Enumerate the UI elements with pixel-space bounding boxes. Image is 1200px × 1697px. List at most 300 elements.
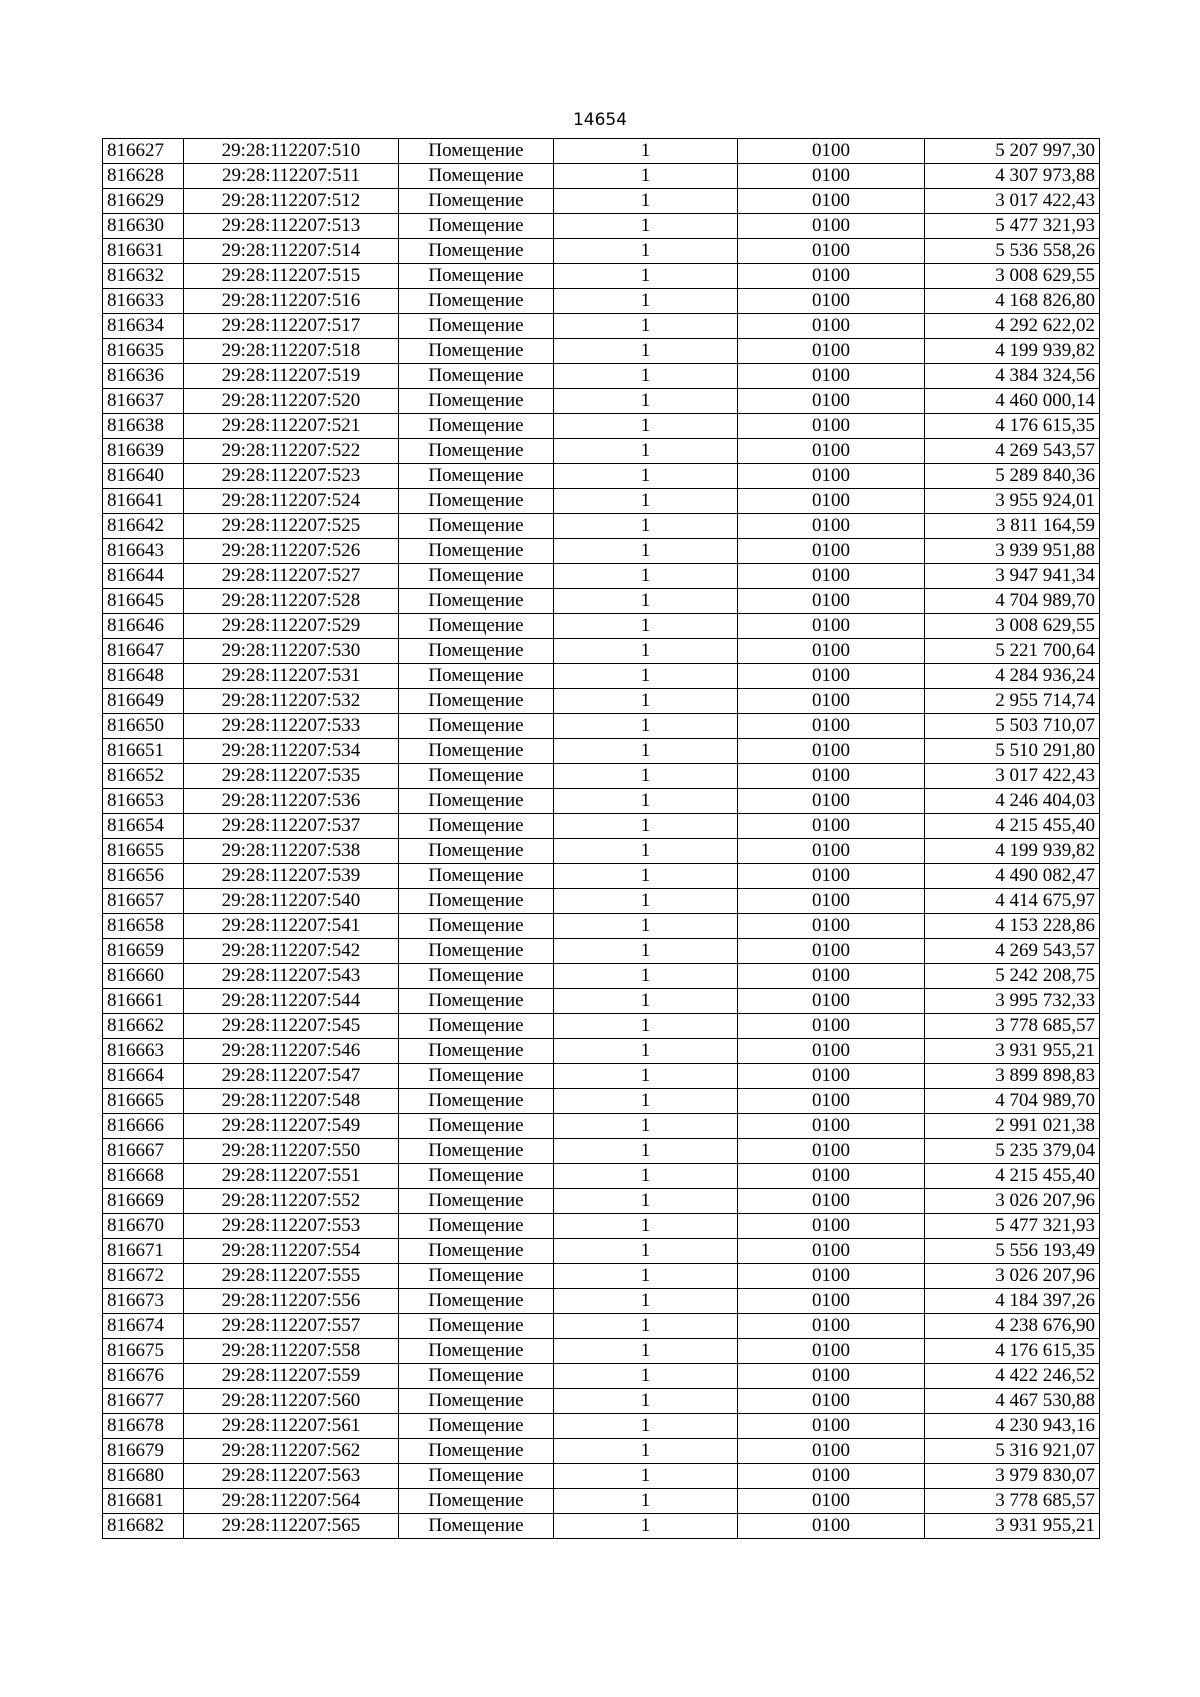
row-id-cell: 816662 <box>103 1014 184 1039</box>
object-type-cell: Помещение <box>399 639 554 664</box>
table-row <box>103 514 1100 539</box>
code-cell: 0100 <box>738 1439 925 1464</box>
object-type-cell: Помещение <box>399 164 554 189</box>
cadastral-number-cell: 29:28:112207:542 <box>184 939 399 964</box>
row-id-cell: 816629 <box>103 189 184 214</box>
row-id-cell: 816655 <box>103 839 184 864</box>
quantity-cell: 1 <box>554 739 738 764</box>
object-type-cell: Помещение <box>399 1014 554 1039</box>
object-type-cell: Помещение <box>399 264 554 289</box>
quantity-cell: 1 <box>554 1214 738 1239</box>
quantity-cell: 1 <box>554 1289 738 1314</box>
table-row <box>103 1264 1100 1289</box>
value-cell: 5 242 208,75 <box>925 964 1100 989</box>
code-cell: 0100 <box>738 164 925 189</box>
value-cell: 4 153 228,86 <box>925 914 1100 939</box>
row-id-cell: 816631 <box>103 239 184 264</box>
value-cell: 3 931 955,21 <box>925 1514 1100 1539</box>
quantity-cell: 1 <box>554 1139 738 1164</box>
object-type-cell: Помещение <box>399 1064 554 1089</box>
object-type-cell: Помещение <box>399 689 554 714</box>
table-row <box>103 414 1100 439</box>
value-cell: 4 176 615,35 <box>925 1339 1100 1364</box>
cadastral-number-cell: 29:28:112207:564 <box>184 1489 399 1514</box>
code-cell: 0100 <box>738 214 925 239</box>
table-row <box>103 564 1100 589</box>
value-cell: 3 947 941,34 <box>925 564 1100 589</box>
object-type-cell: Помещение <box>399 964 554 989</box>
object-type-cell: Помещение <box>399 1239 554 1264</box>
quantity-cell: 1 <box>554 339 738 364</box>
quantity-cell: 1 <box>554 1014 738 1039</box>
cadastral-number-cell: 29:28:112207:555 <box>184 1264 399 1289</box>
object-type-cell: Помещение <box>399 1439 554 1464</box>
code-cell: 0100 <box>738 1464 925 1489</box>
table-row <box>103 814 1100 839</box>
table-row <box>103 1439 1100 1464</box>
object-type-cell: Помещение <box>399 1314 554 1339</box>
table-row <box>103 139 1100 164</box>
cadastral-number-cell: 29:28:112207:515 <box>184 264 399 289</box>
value-cell: 3 017 422,43 <box>925 189 1100 214</box>
table-row <box>103 314 1100 339</box>
value-cell: 3 811 164,59 <box>925 514 1100 539</box>
table-row <box>103 914 1100 939</box>
table-row <box>103 1089 1100 1114</box>
code-cell: 0100 <box>738 1214 925 1239</box>
quantity-cell: 1 <box>554 1389 738 1414</box>
code-cell: 0100 <box>738 439 925 464</box>
row-id-cell: 816636 <box>103 364 184 389</box>
row-id-cell: 816680 <box>103 1464 184 1489</box>
table-row <box>103 439 1100 464</box>
quantity-cell: 1 <box>554 464 738 489</box>
quantity-cell: 1 <box>554 1114 738 1139</box>
quantity-cell: 1 <box>554 964 738 989</box>
code-cell: 0100 <box>738 714 925 739</box>
object-type-cell: Помещение <box>399 1414 554 1439</box>
value-cell: 4 704 989,70 <box>925 1089 1100 1114</box>
table-row <box>103 964 1100 989</box>
code-cell: 0100 <box>738 514 925 539</box>
cadastral-number-cell: 29:28:112207:558 <box>184 1339 399 1364</box>
code-cell: 0100 <box>738 389 925 414</box>
row-id-cell: 816650 <box>103 714 184 739</box>
object-type-cell: Помещение <box>399 1364 554 1389</box>
cadastral-number-cell: 29:28:112207:547 <box>184 1064 399 1089</box>
value-cell: 4 215 455,40 <box>925 814 1100 839</box>
table-row <box>103 1014 1100 1039</box>
row-id-cell: 816644 <box>103 564 184 589</box>
row-id-cell: 816648 <box>103 664 184 689</box>
row-id-cell: 816643 <box>103 539 184 564</box>
code-cell: 0100 <box>738 764 925 789</box>
value-cell: 4 384 324,56 <box>925 364 1100 389</box>
quantity-cell: 1 <box>554 764 738 789</box>
cadastral-number-cell: 29:28:112207:534 <box>184 739 399 764</box>
code-cell: 0100 <box>738 1089 925 1114</box>
object-type-cell: Помещение <box>399 989 554 1014</box>
code-cell: 0100 <box>738 814 925 839</box>
row-id-cell: 816663 <box>103 1039 184 1064</box>
object-type-cell: Помещение <box>399 414 554 439</box>
table-row <box>103 189 1100 214</box>
quantity-cell: 1 <box>554 1364 738 1389</box>
table-row <box>103 1339 1100 1364</box>
row-id-cell: 816641 <box>103 489 184 514</box>
object-type-cell: Помещение <box>399 764 554 789</box>
quantity-cell: 1 <box>554 289 738 314</box>
row-id-cell: 816665 <box>103 1089 184 1114</box>
value-cell: 4 176 615,35 <box>925 414 1100 439</box>
code-cell: 0100 <box>738 914 925 939</box>
cadastral-number-cell: 29:28:112207:520 <box>184 389 399 414</box>
quantity-cell: 1 <box>554 314 738 339</box>
cadastral-number-cell: 29:28:112207:541 <box>184 914 399 939</box>
cadastral-number-cell: 29:28:112207:523 <box>184 464 399 489</box>
table-row <box>103 764 1100 789</box>
quantity-cell: 1 <box>554 1264 738 1289</box>
row-id-cell: 816667 <box>103 1139 184 1164</box>
quantity-cell: 1 <box>554 1314 738 1339</box>
table-row <box>103 714 1100 739</box>
quantity-cell: 1 <box>554 139 738 164</box>
value-cell: 5 235 379,04 <box>925 1139 1100 1164</box>
quantity-cell: 1 <box>554 264 738 289</box>
cadastral-number-cell: 29:28:112207:522 <box>184 439 399 464</box>
table-row <box>103 1064 1100 1089</box>
table-row <box>103 689 1100 714</box>
object-type-cell: Помещение <box>399 614 554 639</box>
code-cell: 0100 <box>738 314 925 339</box>
quantity-cell: 1 <box>554 1239 738 1264</box>
cadastral-number-cell: 29:28:112207:560 <box>184 1389 399 1414</box>
value-cell: 4 184 397,26 <box>925 1289 1100 1314</box>
code-cell: 0100 <box>738 664 925 689</box>
value-cell: 4 414 675,97 <box>925 889 1100 914</box>
value-cell: 4 199 939,82 <box>925 339 1100 364</box>
cadastral-number-cell: 29:28:112207:518 <box>184 339 399 364</box>
quantity-cell: 1 <box>554 539 738 564</box>
code-cell: 0100 <box>738 964 925 989</box>
code-cell: 0100 <box>738 1339 925 1364</box>
cadastral-number-cell: 29:28:112207:513 <box>184 214 399 239</box>
row-id-cell: 816658 <box>103 914 184 939</box>
code-cell: 0100 <box>738 1239 925 1264</box>
row-id-cell: 816676 <box>103 1364 184 1389</box>
quantity-cell: 1 <box>554 939 738 964</box>
cadastral-number-cell: 29:28:112207:521 <box>184 414 399 439</box>
object-type-cell: Помещение <box>399 189 554 214</box>
table-row <box>103 489 1100 514</box>
code-cell: 0100 <box>738 989 925 1014</box>
cadastral-number-cell: 29:28:112207:525 <box>184 514 399 539</box>
quantity-cell: 1 <box>554 239 738 264</box>
row-id-cell: 816633 <box>103 289 184 314</box>
table-row <box>103 589 1100 614</box>
table-row <box>103 1364 1100 1389</box>
value-cell: 3 008 629,55 <box>925 264 1100 289</box>
object-type-cell: Помещение <box>399 839 554 864</box>
row-id-cell: 816640 <box>103 464 184 489</box>
row-id-cell: 816671 <box>103 1239 184 1264</box>
table-row <box>103 1414 1100 1439</box>
object-type-cell: Помещение <box>399 864 554 889</box>
cadastral-number-cell: 29:28:112207:519 <box>184 364 399 389</box>
quantity-cell: 1 <box>554 214 738 239</box>
code-cell: 0100 <box>738 1114 925 1139</box>
value-cell: 4 422 246,52 <box>925 1364 1100 1389</box>
value-cell: 3 939 951,88 <box>925 539 1100 564</box>
quantity-cell: 1 <box>554 989 738 1014</box>
quantity-cell: 1 <box>554 864 738 889</box>
value-cell: 3 778 685,57 <box>925 1489 1100 1514</box>
value-cell: 4 704 989,70 <box>925 589 1100 614</box>
quantity-cell: 1 <box>554 164 738 189</box>
value-cell: 3 008 629,55 <box>925 614 1100 639</box>
object-type-cell: Помещение <box>399 589 554 614</box>
registry-table <box>102 138 1100 1539</box>
table-row <box>103 1139 1100 1164</box>
table-row <box>103 989 1100 1014</box>
row-id-cell: 816652 <box>103 764 184 789</box>
table-row <box>103 939 1100 964</box>
table-row <box>103 239 1100 264</box>
table-row <box>103 289 1100 314</box>
quantity-cell: 1 <box>554 564 738 589</box>
code-cell: 0100 <box>738 489 925 514</box>
row-id-cell: 816660 <box>103 964 184 989</box>
row-id-cell: 816678 <box>103 1414 184 1439</box>
value-cell: 4 246 404,03 <box>925 789 1100 814</box>
cadastral-number-cell: 29:28:112207:539 <box>184 864 399 889</box>
row-id-cell: 816682 <box>103 1514 184 1539</box>
object-type-cell: Помещение <box>399 1289 554 1314</box>
code-cell: 0100 <box>738 689 925 714</box>
code-cell: 0100 <box>738 839 925 864</box>
object-type-cell: Помещение <box>399 1114 554 1139</box>
cadastral-number-cell: 29:28:112207:554 <box>184 1239 399 1264</box>
code-cell: 0100 <box>738 589 925 614</box>
cadastral-number-cell: 29:28:112207:535 <box>184 764 399 789</box>
value-cell: 5 316 921,07 <box>925 1439 1100 1464</box>
quantity-cell: 1 <box>554 514 738 539</box>
quantity-cell: 1 <box>554 1414 738 1439</box>
object-type-cell: Помещение <box>399 539 554 564</box>
code-cell: 0100 <box>738 889 925 914</box>
quantity-cell: 1 <box>554 789 738 814</box>
quantity-cell: 1 <box>554 889 738 914</box>
value-cell: 3 899 898,83 <box>925 1064 1100 1089</box>
code-cell: 0100 <box>738 339 925 364</box>
cadastral-number-cell: 29:28:112207:551 <box>184 1164 399 1189</box>
row-id-cell: 816635 <box>103 339 184 364</box>
quantity-cell: 1 <box>554 189 738 214</box>
table-row <box>103 1389 1100 1414</box>
object-type-cell: Помещение <box>399 1389 554 1414</box>
row-id-cell: 816681 <box>103 1489 184 1514</box>
cadastral-number-cell: 29:28:112207:543 <box>184 964 399 989</box>
table-row <box>103 1164 1100 1189</box>
row-id-cell: 816647 <box>103 639 184 664</box>
code-cell: 0100 <box>738 189 925 214</box>
code-cell: 0100 <box>738 1489 925 1514</box>
cadastral-number-cell: 29:28:112207:528 <box>184 589 399 614</box>
code-cell: 0100 <box>738 289 925 314</box>
object-type-cell: Помещение <box>399 939 554 964</box>
row-id-cell: 816645 <box>103 589 184 614</box>
quantity-cell: 1 <box>554 664 738 689</box>
value-cell: 5 510 291,80 <box>925 739 1100 764</box>
cadastral-number-cell: 29:28:112207:512 <box>184 189 399 214</box>
row-id-cell: 816674 <box>103 1314 184 1339</box>
table-row <box>103 1239 1100 1264</box>
value-cell: 4 230 943,16 <box>925 1414 1100 1439</box>
row-id-cell: 816653 <box>103 789 184 814</box>
code-cell: 0100 <box>738 464 925 489</box>
cadastral-number-cell: 29:28:112207:529 <box>184 614 399 639</box>
object-type-cell: Помещение <box>399 1089 554 1114</box>
table-row <box>103 789 1100 814</box>
table-row <box>103 1489 1100 1514</box>
row-id-cell: 816668 <box>103 1164 184 1189</box>
row-id-cell: 816642 <box>103 514 184 539</box>
cadastral-number-cell: 29:28:112207:517 <box>184 314 399 339</box>
row-id-cell: 816649 <box>103 689 184 714</box>
code-cell: 0100 <box>738 1014 925 1039</box>
value-cell: 2 955 714,74 <box>925 689 1100 714</box>
code-cell: 0100 <box>738 1189 925 1214</box>
object-type-cell: Помещение <box>399 339 554 364</box>
object-type-cell: Помещение <box>399 139 554 164</box>
cadastral-number-cell: 29:28:112207:553 <box>184 1214 399 1239</box>
value-cell: 4 269 543,57 <box>925 439 1100 464</box>
value-cell: 4 490 082,47 <box>925 864 1100 889</box>
cadastral-number-cell: 29:28:112207:552 <box>184 1189 399 1214</box>
row-id-cell: 816632 <box>103 264 184 289</box>
code-cell: 0100 <box>738 539 925 564</box>
quantity-cell: 1 <box>554 614 738 639</box>
code-cell: 0100 <box>738 564 925 589</box>
table-row <box>103 1289 1100 1314</box>
value-cell: 4 467 530,88 <box>925 1389 1100 1414</box>
value-cell: 4 238 676,90 <box>925 1314 1100 1339</box>
object-type-cell: Помещение <box>399 364 554 389</box>
row-id-cell: 816638 <box>103 414 184 439</box>
object-type-cell: Помещение <box>399 239 554 264</box>
value-cell: 3 026 207,96 <box>925 1189 1100 1214</box>
quantity-cell: 1 <box>554 1339 738 1364</box>
table-row <box>103 264 1100 289</box>
value-cell: 5 477 321,93 <box>925 1214 1100 1239</box>
code-cell: 0100 <box>738 1064 925 1089</box>
code-cell: 0100 <box>738 639 925 664</box>
quantity-cell: 1 <box>554 489 738 514</box>
object-type-cell: Помещение <box>399 564 554 589</box>
value-cell: 5 536 558,26 <box>925 239 1100 264</box>
quantity-cell: 1 <box>554 1514 738 1539</box>
quantity-cell: 1 <box>554 414 738 439</box>
code-cell: 0100 <box>738 614 925 639</box>
value-cell: 5 289 840,36 <box>925 464 1100 489</box>
row-id-cell: 816628 <box>103 164 184 189</box>
table-row <box>103 464 1100 489</box>
code-cell: 0100 <box>738 739 925 764</box>
code-cell: 0100 <box>738 789 925 814</box>
cadastral-number-cell: 29:28:112207:557 <box>184 1314 399 1339</box>
row-id-cell: 816670 <box>103 1214 184 1239</box>
table-row <box>103 389 1100 414</box>
code-cell: 0100 <box>738 139 925 164</box>
object-type-cell: Помещение <box>399 1514 554 1539</box>
table-row <box>103 364 1100 389</box>
value-cell: 3 931 955,21 <box>925 1039 1100 1064</box>
quantity-cell: 1 <box>554 389 738 414</box>
object-type-cell: Помещение <box>399 1139 554 1164</box>
row-id-cell: 816639 <box>103 439 184 464</box>
row-id-cell: 816654 <box>103 814 184 839</box>
object-type-cell: Помещение <box>399 1489 554 1514</box>
quantity-cell: 1 <box>554 839 738 864</box>
row-id-cell: 816646 <box>103 614 184 639</box>
value-cell: 3 955 924,01 <box>925 489 1100 514</box>
value-cell: 3 778 685,57 <box>925 1014 1100 1039</box>
cadastral-number-cell: 29:28:112207:524 <box>184 489 399 514</box>
table-row <box>103 539 1100 564</box>
cadastral-number-cell: 29:28:112207:545 <box>184 1014 399 1039</box>
table-row <box>103 1514 1100 1539</box>
object-type-cell: Помещение <box>399 314 554 339</box>
cadastral-number-cell: 29:28:112207:559 <box>184 1364 399 1389</box>
cadastral-number-cell: 29:28:112207:538 <box>184 839 399 864</box>
quantity-cell: 1 <box>554 689 738 714</box>
quantity-cell: 1 <box>554 914 738 939</box>
value-cell: 4 215 455,40 <box>925 1164 1100 1189</box>
code-cell: 0100 <box>738 1039 925 1064</box>
value-cell: 5 207 997,30 <box>925 139 1100 164</box>
object-type-cell: Помещение <box>399 814 554 839</box>
code-cell: 0100 <box>738 264 925 289</box>
object-type-cell: Помещение <box>399 1189 554 1214</box>
code-cell: 0100 <box>738 1314 925 1339</box>
cadastral-number-cell: 29:28:112207:550 <box>184 1139 399 1164</box>
table-row <box>103 1314 1100 1339</box>
row-id-cell: 816651 <box>103 739 184 764</box>
object-type-cell: Помещение <box>399 1039 554 1064</box>
quantity-cell: 1 <box>554 814 738 839</box>
row-id-cell: 816679 <box>103 1439 184 1464</box>
value-cell: 5 556 193,49 <box>925 1239 1100 1264</box>
object-type-cell: Помещение <box>399 664 554 689</box>
cadastral-number-cell: 29:28:112207:510 <box>184 139 399 164</box>
code-cell: 0100 <box>738 1389 925 1414</box>
object-type-cell: Помещение <box>399 289 554 314</box>
value-cell: 5 221 700,64 <box>925 639 1100 664</box>
cadastral-number-cell: 29:28:112207:544 <box>184 989 399 1014</box>
object-type-cell: Помещение <box>399 1464 554 1489</box>
row-id-cell: 816673 <box>103 1289 184 1314</box>
cadastral-number-cell: 29:28:112207:514 <box>184 239 399 264</box>
code-cell: 0100 <box>738 1139 925 1164</box>
row-id-cell: 816634 <box>103 314 184 339</box>
cadastral-number-cell: 29:28:112207:511 <box>184 164 399 189</box>
cadastral-number-cell: 29:28:112207:527 <box>184 564 399 589</box>
object-type-cell: Помещение <box>399 439 554 464</box>
table-row <box>103 1214 1100 1239</box>
table-row <box>103 889 1100 914</box>
cadastral-number-cell: 29:28:112207:537 <box>184 814 399 839</box>
table-row <box>103 639 1100 664</box>
